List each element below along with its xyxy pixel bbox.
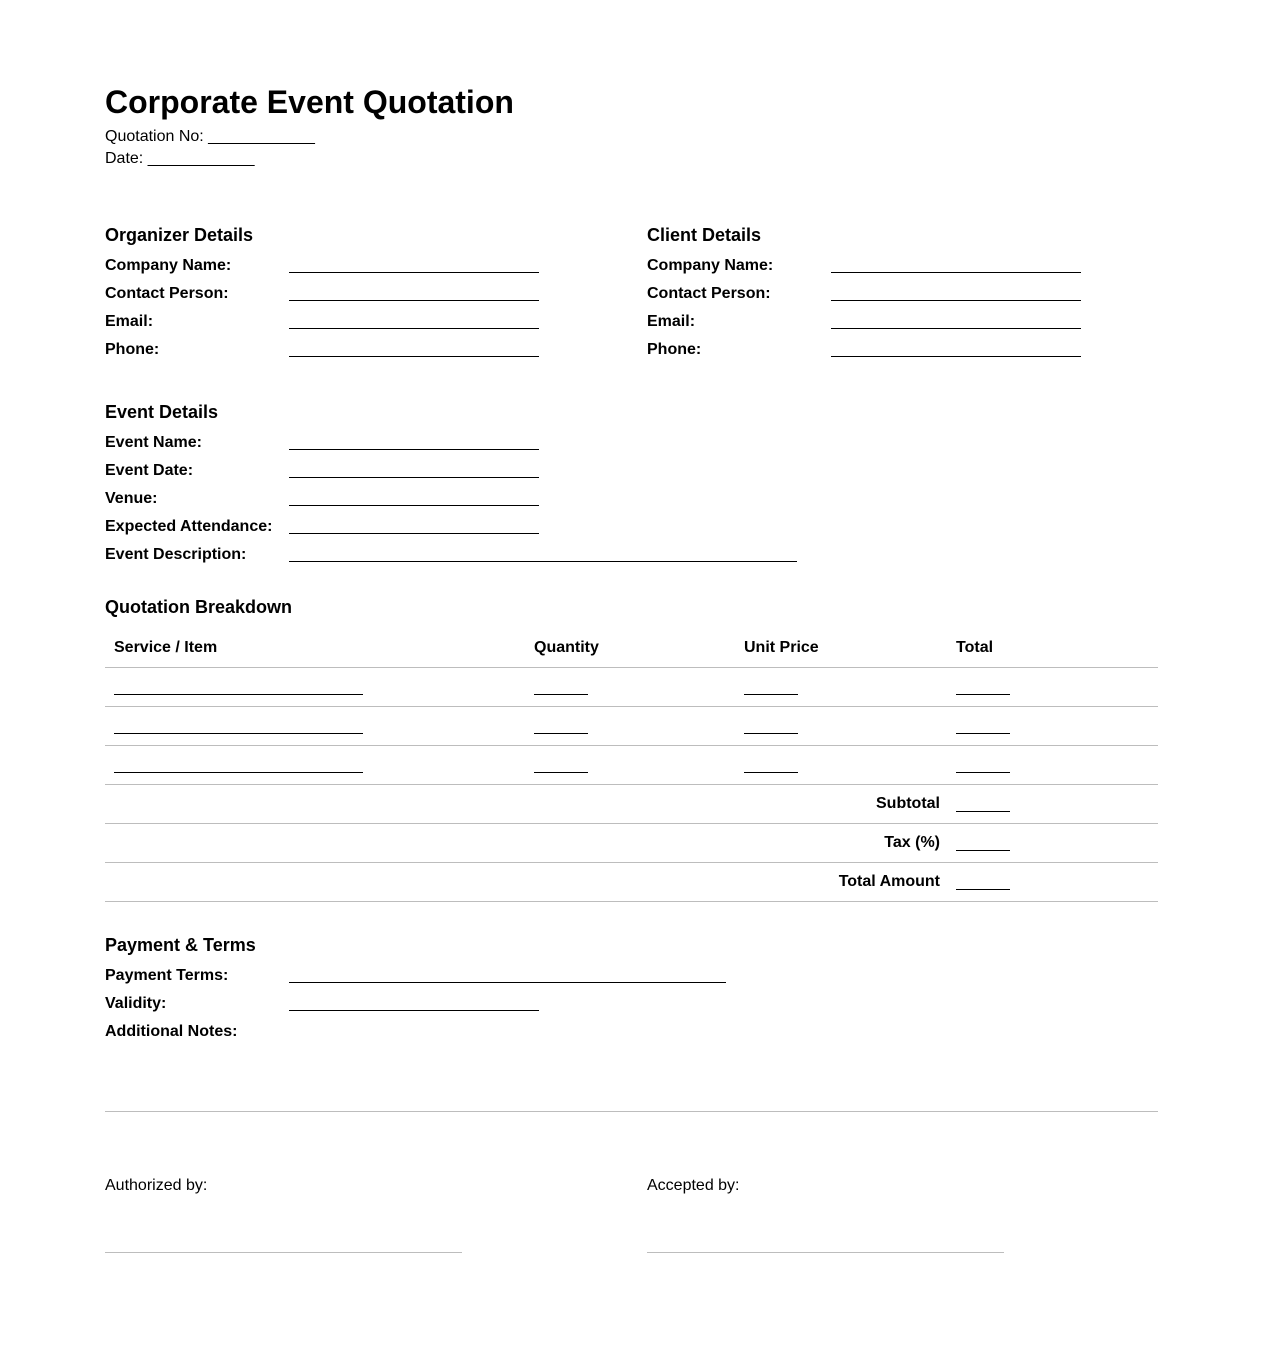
organizer-contact-person-row — [105, 283, 605, 305]
event-date-row — [105, 460, 605, 482]
quantity-input[interactable] — [534, 694, 588, 695]
event-details-heading: Event Details — [105, 402, 219, 422]
tax-label: Tax (%) — [884, 834, 940, 851]
additional-notes-row — [105, 1021, 605, 1043]
subtotal-label: Subtotal — [876, 795, 940, 812]
validity-input[interactable] — [289, 1010, 539, 1011]
subtotal-row — [105, 785, 1158, 824]
line-total-input[interactable] — [956, 694, 1010, 695]
venue-input[interactable] — [289, 505, 539, 506]
tax-input[interactable] — [956, 850, 1010, 851]
client-phone-input[interactable] — [831, 356, 1081, 357]
authorized-signature-line[interactable] — [105, 1252, 462, 1253]
authorized-by-label: Authorized by: — [105, 1177, 208, 1194]
client-email-row — [647, 311, 1147, 333]
expected-attendance-input[interactable] — [289, 533, 539, 534]
total-amount-label: Total Amount — [838, 873, 940, 890]
tax-row — [105, 824, 1158, 863]
field-label: Payment Terms: — [105, 967, 229, 984]
organizer-contact-person-input[interactable] — [289, 300, 539, 301]
service-item-input[interactable] — [114, 772, 363, 773]
venue-row — [105, 488, 605, 510]
client-company-name-row — [647, 255, 1147, 277]
total-amount-row — [105, 863, 1158, 902]
organizer-email-row — [105, 311, 605, 333]
table-row — [105, 746, 1158, 785]
event-date-input[interactable] — [289, 477, 539, 478]
quotation-breakdown-heading: Quotation Breakdown — [105, 597, 293, 617]
notes-divider — [105, 1111, 1158, 1112]
table-row — [105, 707, 1158, 746]
table-header-row — [105, 628, 1158, 668]
quantity-input[interactable] — [534, 733, 588, 734]
client-company-name-input[interactable] — [831, 272, 1081, 273]
document-title: Corporate Event Quotation — [105, 84, 514, 120]
event-description-row — [105, 544, 825, 566]
client-contact-person-row — [647, 283, 1147, 305]
column-header-quantity: Quantity — [534, 639, 599, 656]
field-label: Contact Person: — [105, 285, 229, 302]
event-description-input[interactable] — [289, 561, 797, 562]
date-field[interactable]: Date: ____________ — [105, 150, 255, 167]
quotation-number-field[interactable]: Quotation No: ____________ — [105, 128, 315, 145]
accepted-by-label: Accepted by: — [647, 1177, 740, 1194]
service-item-input[interactable] — [114, 694, 363, 695]
unit-price-input[interactable] — [744, 694, 798, 695]
field-label: Validity: — [105, 995, 167, 1012]
validity-row — [105, 993, 605, 1015]
column-header-unit-price: Unit Price — [744, 639, 819, 656]
field-label: Expected Attendance: — [105, 518, 273, 535]
field-label: Email: — [105, 313, 154, 330]
organizer-company-name-row — [105, 255, 605, 277]
subtotal-input[interactable] — [956, 811, 1010, 812]
field-label: Additional Notes: — [105, 1023, 238, 1040]
organizer-company-name-input[interactable] — [289, 272, 539, 273]
client-phone-row — [647, 339, 1147, 361]
accepted-signature-line[interactable] — [647, 1252, 1004, 1253]
payment-terms-input[interactable] — [289, 982, 726, 983]
field-label: Event Date: — [105, 462, 194, 479]
field-label: Phone: — [647, 341, 702, 358]
event-name-row — [105, 432, 605, 454]
quantity-input[interactable] — [534, 772, 588, 773]
expected-attendance-row — [105, 516, 605, 538]
organizer-details-heading: Organizer Details — [105, 225, 254, 245]
field-label: Contact Person: — [647, 285, 771, 302]
client-contact-person-input[interactable] — [831, 300, 1081, 301]
field-label: Venue: — [105, 490, 158, 507]
payment-terms-row — [105, 965, 755, 987]
organizer-email-input[interactable] — [289, 328, 539, 329]
field-label: Phone: — [105, 341, 160, 358]
field-label: Company Name: — [105, 257, 232, 274]
unit-price-input[interactable] — [744, 733, 798, 734]
field-label: Event Description: — [105, 546, 247, 563]
total-amount-input[interactable] — [956, 889, 1010, 890]
quotation-breakdown-table — [105, 628, 1158, 902]
organizer-phone-row — [105, 339, 605, 361]
client-details-heading: Client Details — [647, 225, 762, 245]
column-header-total: Total — [956, 639, 994, 656]
event-name-input[interactable] — [289, 449, 539, 450]
client-email-input[interactable] — [831, 328, 1081, 329]
field-label: Event Name: — [105, 434, 202, 451]
column-header-service-item: Service / Item — [114, 639, 218, 656]
field-label: Email: — [647, 313, 696, 330]
line-total-input[interactable] — [956, 772, 1010, 773]
organizer-phone-input[interactable] — [289, 356, 539, 357]
unit-price-input[interactable] — [744, 772, 798, 773]
service-item-input[interactable] — [114, 733, 363, 734]
table-row — [105, 668, 1158, 707]
field-label: Company Name: — [647, 257, 774, 274]
payment-terms-heading: Payment & Terms — [105, 935, 256, 955]
line-total-input[interactable] — [956, 733, 1010, 734]
